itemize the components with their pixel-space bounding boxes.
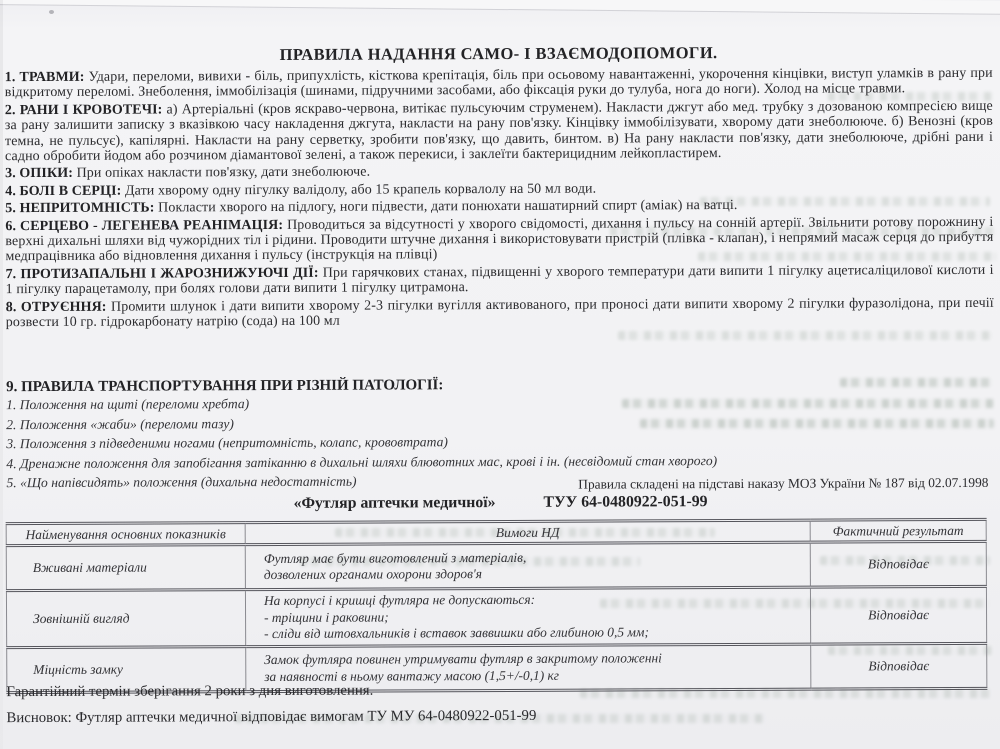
product-code: ТУУ 64-0480922-051-99	[543, 493, 708, 511]
section-text: Промити шлунок і дати випити хворому 2-3 пігулки вугілля активованого, при проносі дати випити хворому 2 пігулки фуразолідона, при печії розвести 10 гр. гідрокарбонату натрію (сода) на 100 мл	[5, 295, 994, 331]
transport-item: 1. Положення на щиті (переломи хребта)	[6, 396, 250, 413]
section-text: При гарячкових станах, підвищенні у хворого температури дати випити 1 пігулку ацетисаліцилової кислоти і 1 пігулку парацетамолу, при болях голови дати випити 1 пігулку цитрамона.	[5, 262, 994, 298]
column-header-result: Фактичний результат	[810, 519, 986, 542]
section-traumas	[5, 66, 993, 101]
section-burns	[5, 162, 993, 182]
requirement-line: - тріщини і раковини;	[264, 608, 389, 625]
section-label: 1. ТРАВМИ:	[4, 69, 85, 86]
column-header-requirements: Вимоги НД	[245, 520, 810, 544]
section-text: Покласти хворого на підлогу, ноги підвести, дати понюхати нашатирний спирт (аміак) на ватці.	[158, 198, 738, 216]
section-heart-pain	[5, 180, 993, 200]
basis-note: Правила складені на підставі наказу МОЗ України № 187 від 02.07.1998	[578, 474, 989, 492]
section-text: При опіках накласти пов'язку, дати знеболююче.	[76, 165, 371, 182]
requirement-line: - сліди від штовхальників і вставок заввишки або глибиною 0,5 мм;	[264, 624, 649, 642]
product-name: «Футляр аптечки медичної»	[293, 494, 496, 512]
section-label: 7. ПРОТИЗАПАЛЬНІ І ЖАРОЗНИЖУЮЧІ ДІЇ:	[5, 265, 319, 283]
section-transport-heading: 9. ПРАВИЛА ТРАНСПОРТУВАННЯ ПРИ РІЗНІЙ ПАТОЛОГІЇ:	[6, 377, 444, 396]
section-label: 5. НЕПРИТОМНІСТЬ:	[5, 200, 155, 217]
section-text: Проводиться за відсутності у хворого свідомості, дихання і пульсу на сонній артерії. Звільнити ротову порожнину і верхні дихальні шляхи від чужорідних тіл і рідини. Проводити штучне дихання і використовувати пристрій (плівка - клапан), і непрямий масаж серця до прибуття медпрацівника або відновлення дихання і пульсу (інструкція на плівці)	[5, 214, 994, 265]
section-unconsciousness	[5, 197, 993, 217]
requirement-cell	[245, 587, 810, 646]
section-label: 4. БОЛІ В СЕРЦІ:	[5, 183, 122, 200]
section-label: 2. РАНИ І КРОВОТЕЧІ:	[4, 102, 163, 118]
section-poisoning	[6, 296, 994, 331]
result-cell: Відповідає	[810, 586, 986, 643]
requirement-line: дозволених органами охорони здоров'я	[263, 566, 483, 583]
section-text: а) Артеріальні (кров яскраво-червона, витікає пульсуючим струменем). Накласти джгут або мед. трубку з дозованою компресією вище за рану залишити записку з вказівкою часу накладення джгута, накласти на рану пов'язку. Кінцівку іммобілізувати, хворому дати знеболююче. б) Венозні (кров темна, не пульсує), капілярні. Накласти на рану серветку, зробити пов'язку, що давить, бинтом. в) На рану накласти пов'язку, дати знеболююче, дрібні рани і садно обробити йодом або розчином діамантової зелені, а також перекиси, і заклеїти бактерицидним лейкопластирем.	[4, 98, 994, 165]
section-text: Дати хворому одну пігулку валідолу, або 15 крапель корвалолу на 50 мл води.	[124, 181, 597, 199]
section-cpr	[5, 215, 993, 266]
section-label: 3. ОПІКИ:	[5, 166, 73, 182]
section-wounds-bleeding	[5, 99, 993, 165]
indicator-cell: Зовнішній вигляд	[6, 590, 245, 648]
transport-item: 4. Дренажне положення для запобігання затіканню в дихальні шляхи блювотних мас, крові і ін. (несвідомий стан хворого)	[6, 452, 718, 471]
section-label: 8. ОТРУЄННЯ:	[5, 299, 107, 315]
requirement-line: за наявності в ньому вантажу масою (1,5+/-0,1) кг	[264, 667, 560, 684]
column-header-indicator: Найменування основних показників	[6, 523, 245, 546]
warranty-note: Гарантійний термін зберігання 2 роки з дня виготовлення.	[6, 682, 374, 701]
requirement-line: Замок футляра повинен утримувати футляр в закритому положенні	[264, 650, 662, 668]
transport-item: 5. «Що напівсидять» положення (дихальна недостатність)	[6, 473, 357, 491]
table-row	[6, 586, 986, 647]
table-row	[6, 541, 986, 590]
result-cell: Відповідає	[811, 643, 987, 689]
section-label: 6. СЕРЦЕВО - ЛЕГЕНЕВА РЕАНІМАЦІЯ:	[5, 217, 284, 234]
transport-item: 3. Положення з підведеними ногами (непритомність, колапс, крововтрата)	[6, 434, 448, 452]
rules-section-list	[5, 66, 994, 333]
indicator-cell: Міцність замку	[7, 646, 246, 692]
indicator-cell: Вживані матеріали	[6, 545, 245, 591]
requirement-line: На корпусі і кришці футляра не допускаються:	[263, 591, 536, 609]
conclusion-note: Висновок: Футляр аптечки медичної відповідає вимогам ТУ МУ 64-0480922-051-99	[6, 707, 537, 727]
requirement-cell	[245, 542, 810, 589]
requirement-line: Футляр має бути виготовлений з матеріалів,	[263, 549, 527, 566]
transport-item: 2. Положення «жаби» (переломи тазу)	[6, 415, 234, 432]
document-title: ПРАВИЛА НАДАННЯ САМО- І ВЗАЄМОДОПОМОГИ.	[279, 43, 718, 64]
result-cell: Відповідає	[810, 541, 986, 587]
product-heading	[1, 492, 1000, 514]
inspection-table	[6, 518, 988, 694]
section-text: Удари, переломи, вивихи - біль, припухлість, кісткова крепітація, біль при осьовому навантаженні, укорочення кінцівки, виступ уламків в рану при відкритому переломі. Знеболення, іммобілізація (шинами, підручними засобами, або фіксація руки до тулуба, нога до ноги). Холод на місце травми.	[4, 65, 993, 101]
section-antipyretic	[6, 263, 994, 298]
